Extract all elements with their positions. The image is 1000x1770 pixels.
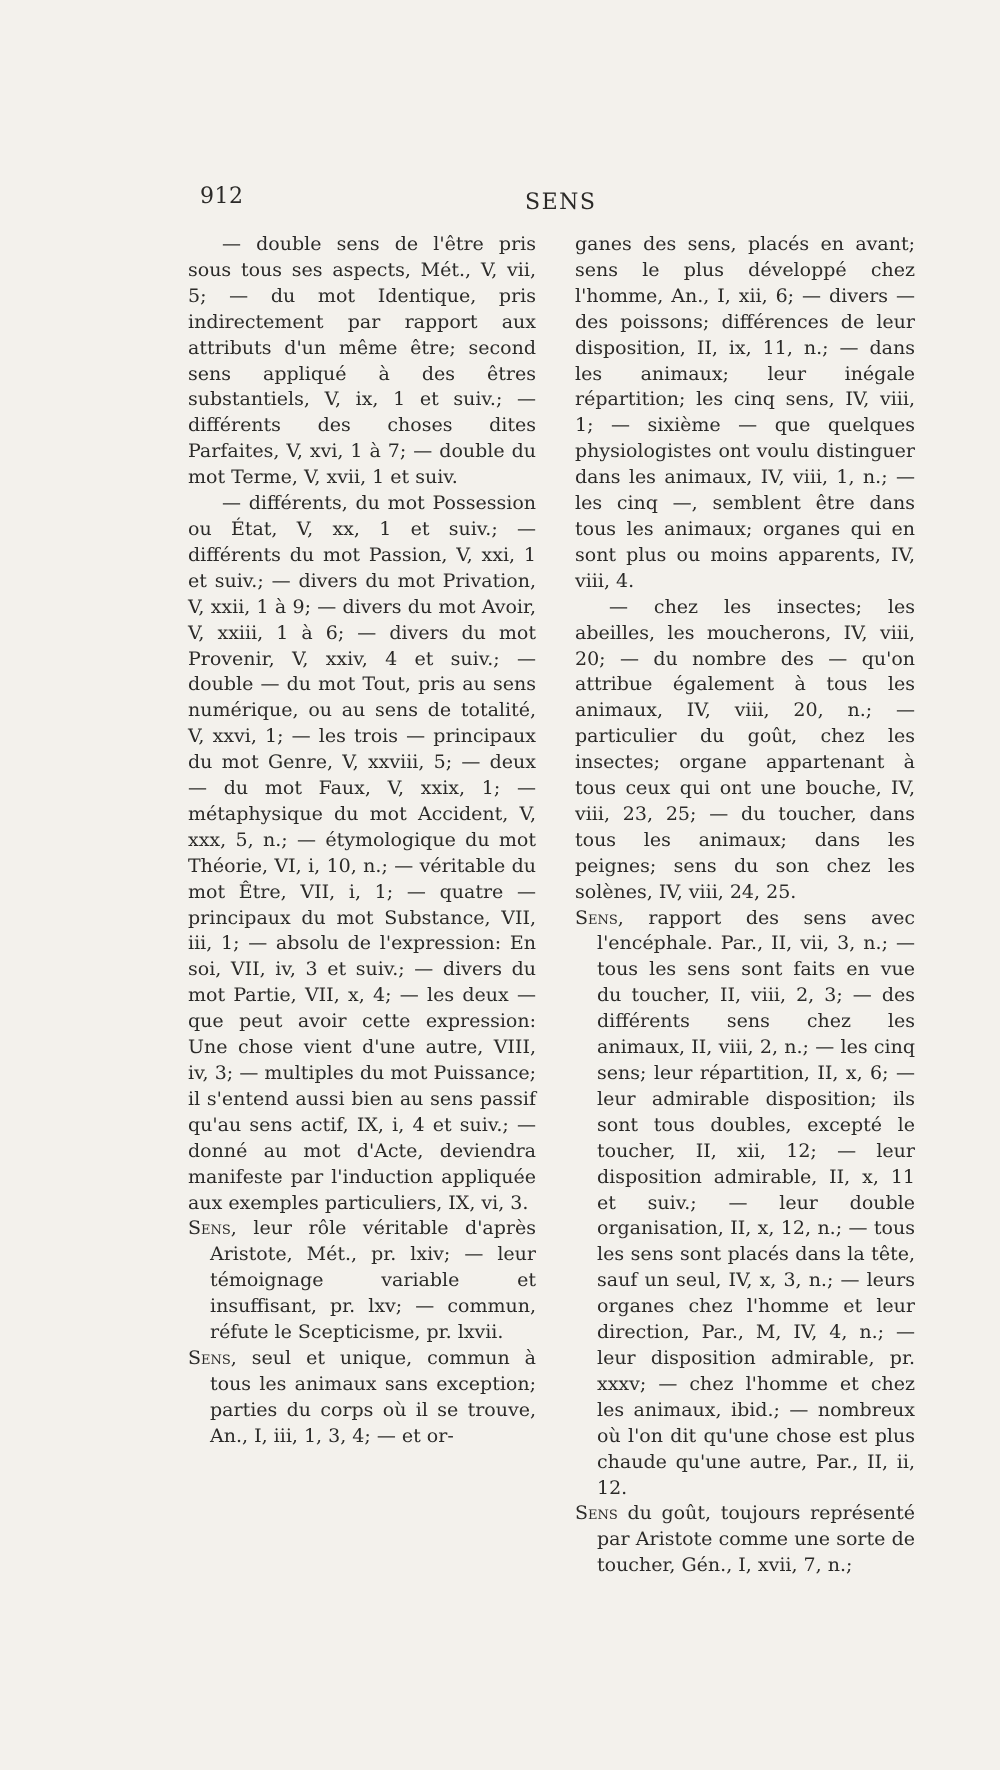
entry-headword: Sens — [575, 1502, 618, 1525]
left-entry-sens-1 — [188, 1216, 536, 1346]
entry-body: , rapport des sens avec l'encéphale. Par., II, vii, 3, n.; — tous les sens sont faits en vue du toucher, II, viii, 2, 3; — des différents sens chez les animaux, II, viii, 2, n.; — les cinq sens; leur répartition, II, x, 6; — leur admirable disposition; ils sont tous doubles, excepté le toucher, II, xii, 12; — leur disposition admirable, II, x, 11 et suiv.; — leur double organisation, II, x, 12, n.; — tous les sens sont placés dans la tête, sauf un seul, IV, x, 3, n.; — leurs organes chez l'homme et leur direction, Par., M, IV, 4, n.; — leur disposition admirable, pr. xxxv; — chez l'homme et chez les animaux, ibid.; — nombreux où l'on dit qu'une chose est plus chaude qu'une autre, Par., II, ii, 12. — [597, 906, 915, 1499]
entry-body: , seul et unique, commun à tous les animaux sans exception; parties du corps où il se trouve, An., I, iii, 1, 3, 4; — et or- — [210, 1346, 536, 1447]
right-paragraph-1: ganes des sens, placés en avant; sens le plus développé chez l'homme, An., I, xii, 6; — divers — des poissons; différences de leur disposition, II, ix, 11, n.; — dans les animaux; leur inégale répartition; les cinq sens, IV, viii, 1; — sixième — que quelques physiologistes ont voulu distinguer dans les animaux, IV, viii, 1, n.; — les cinq —, semblent être dans tous les animaux; organes qui en sont plus ou moins apparents, IV, viii, 4. — [575, 233, 915, 592]
left-paragraph-1: — double sens de l'être pris sous tous ses aspects, Mét., V, vii, 5; — du mot Identique, pris indirectement par rapport aux attributs d'un même être; second sens appliqué à des êtres substantiels, V, ix, 1 et suiv.; — différents des choses dites Parfaites, V, xvi, 1 à 7; — double du mot Terme, V, xvii, 1 et suiv. — [188, 233, 536, 489]
left-paragraph-2: — différents, du mot Possession ou État, V, xx, 1 et suiv.; — différents du mot Passion, V, xxi, 1 et suiv.; — divers du mot Privation, V, xxii, 1 à 9; — divers du mot Avoir, V, xxiii, 1 à 6; — divers du mot Provenir, V, xxiv, 4 et suiv.; — double — du mot Tout, pris au sens numérique, ou au sens de totalité, V, xxvi, 1; — les trois — principaux du mot Genre, V, xxviii, 5; — deux — du mot Faux, V, xxix, 1; — métaphysique du mot Accident, V, xxx, 5, n.; — étymologique du mot Théorie, VI, i, 10, n.; — véritable du mot Être, VII, i, 1; — quatre — principaux du mot Substance, VII, iii, 1; — absolu de l'expression: En soi, VII, iv, 3 et suiv.; — divers du mot Partie, VII, x, 4; — les deux — que peut avoir cette expression: Une chose vient d'une autre, VIII, iv, 3; — multiples du mot Puissance; il s'entend aussi bien au sens passif qu'au sens actif, IX, i, 4 et suiv.; — donné au mot d'Acte, deviendra manifeste par l'induction appliquée aux exemples particuliers, IX, vi, 3. — [188, 492, 536, 1214]
entry-headword: Sens — [188, 1217, 231, 1240]
right-entry-sens-1 — [575, 906, 915, 1502]
right-entry-sens-2 — [575, 1501, 915, 1579]
page-number: 912 — [200, 184, 244, 209]
entry-headword: Sens — [575, 906, 618, 929]
entry-headword: Sens — [188, 1346, 231, 1369]
right-paragraph-2: — chez les insectes; les abeilles, les moucherons, IV, viii, 20; — du nombre des — qu'on attribue également à tous les animaux, IV, viii, 20, n.; — particulier du goût, chez les insectes; organe appartenant à tous ceux qui ont une bouche, IV, viii, 23, 25; — du toucher, dans tous les animaux; dans les peignes; sens du son chez les solènes, IV, viii, 24, 25. — [575, 595, 915, 903]
entry-body: , leur rôle véritable d'après Aristote, Mét., pr. lxiv; — leur témoignage variable et insuffisant, pr. lxv; — commun, réfute le Scepticisme, pr. lxvii. — [210, 1217, 536, 1344]
entry-body: du goût, toujours représenté par Aristote comme une sorte de toucher, Gén., I, xvii, 7, n.; — [597, 1502, 915, 1577]
left-entry-sens-2 — [188, 1346, 536, 1450]
left-column — [188, 232, 536, 1450]
right-column — [575, 232, 915, 1579]
running-head: SENS — [525, 190, 597, 215]
